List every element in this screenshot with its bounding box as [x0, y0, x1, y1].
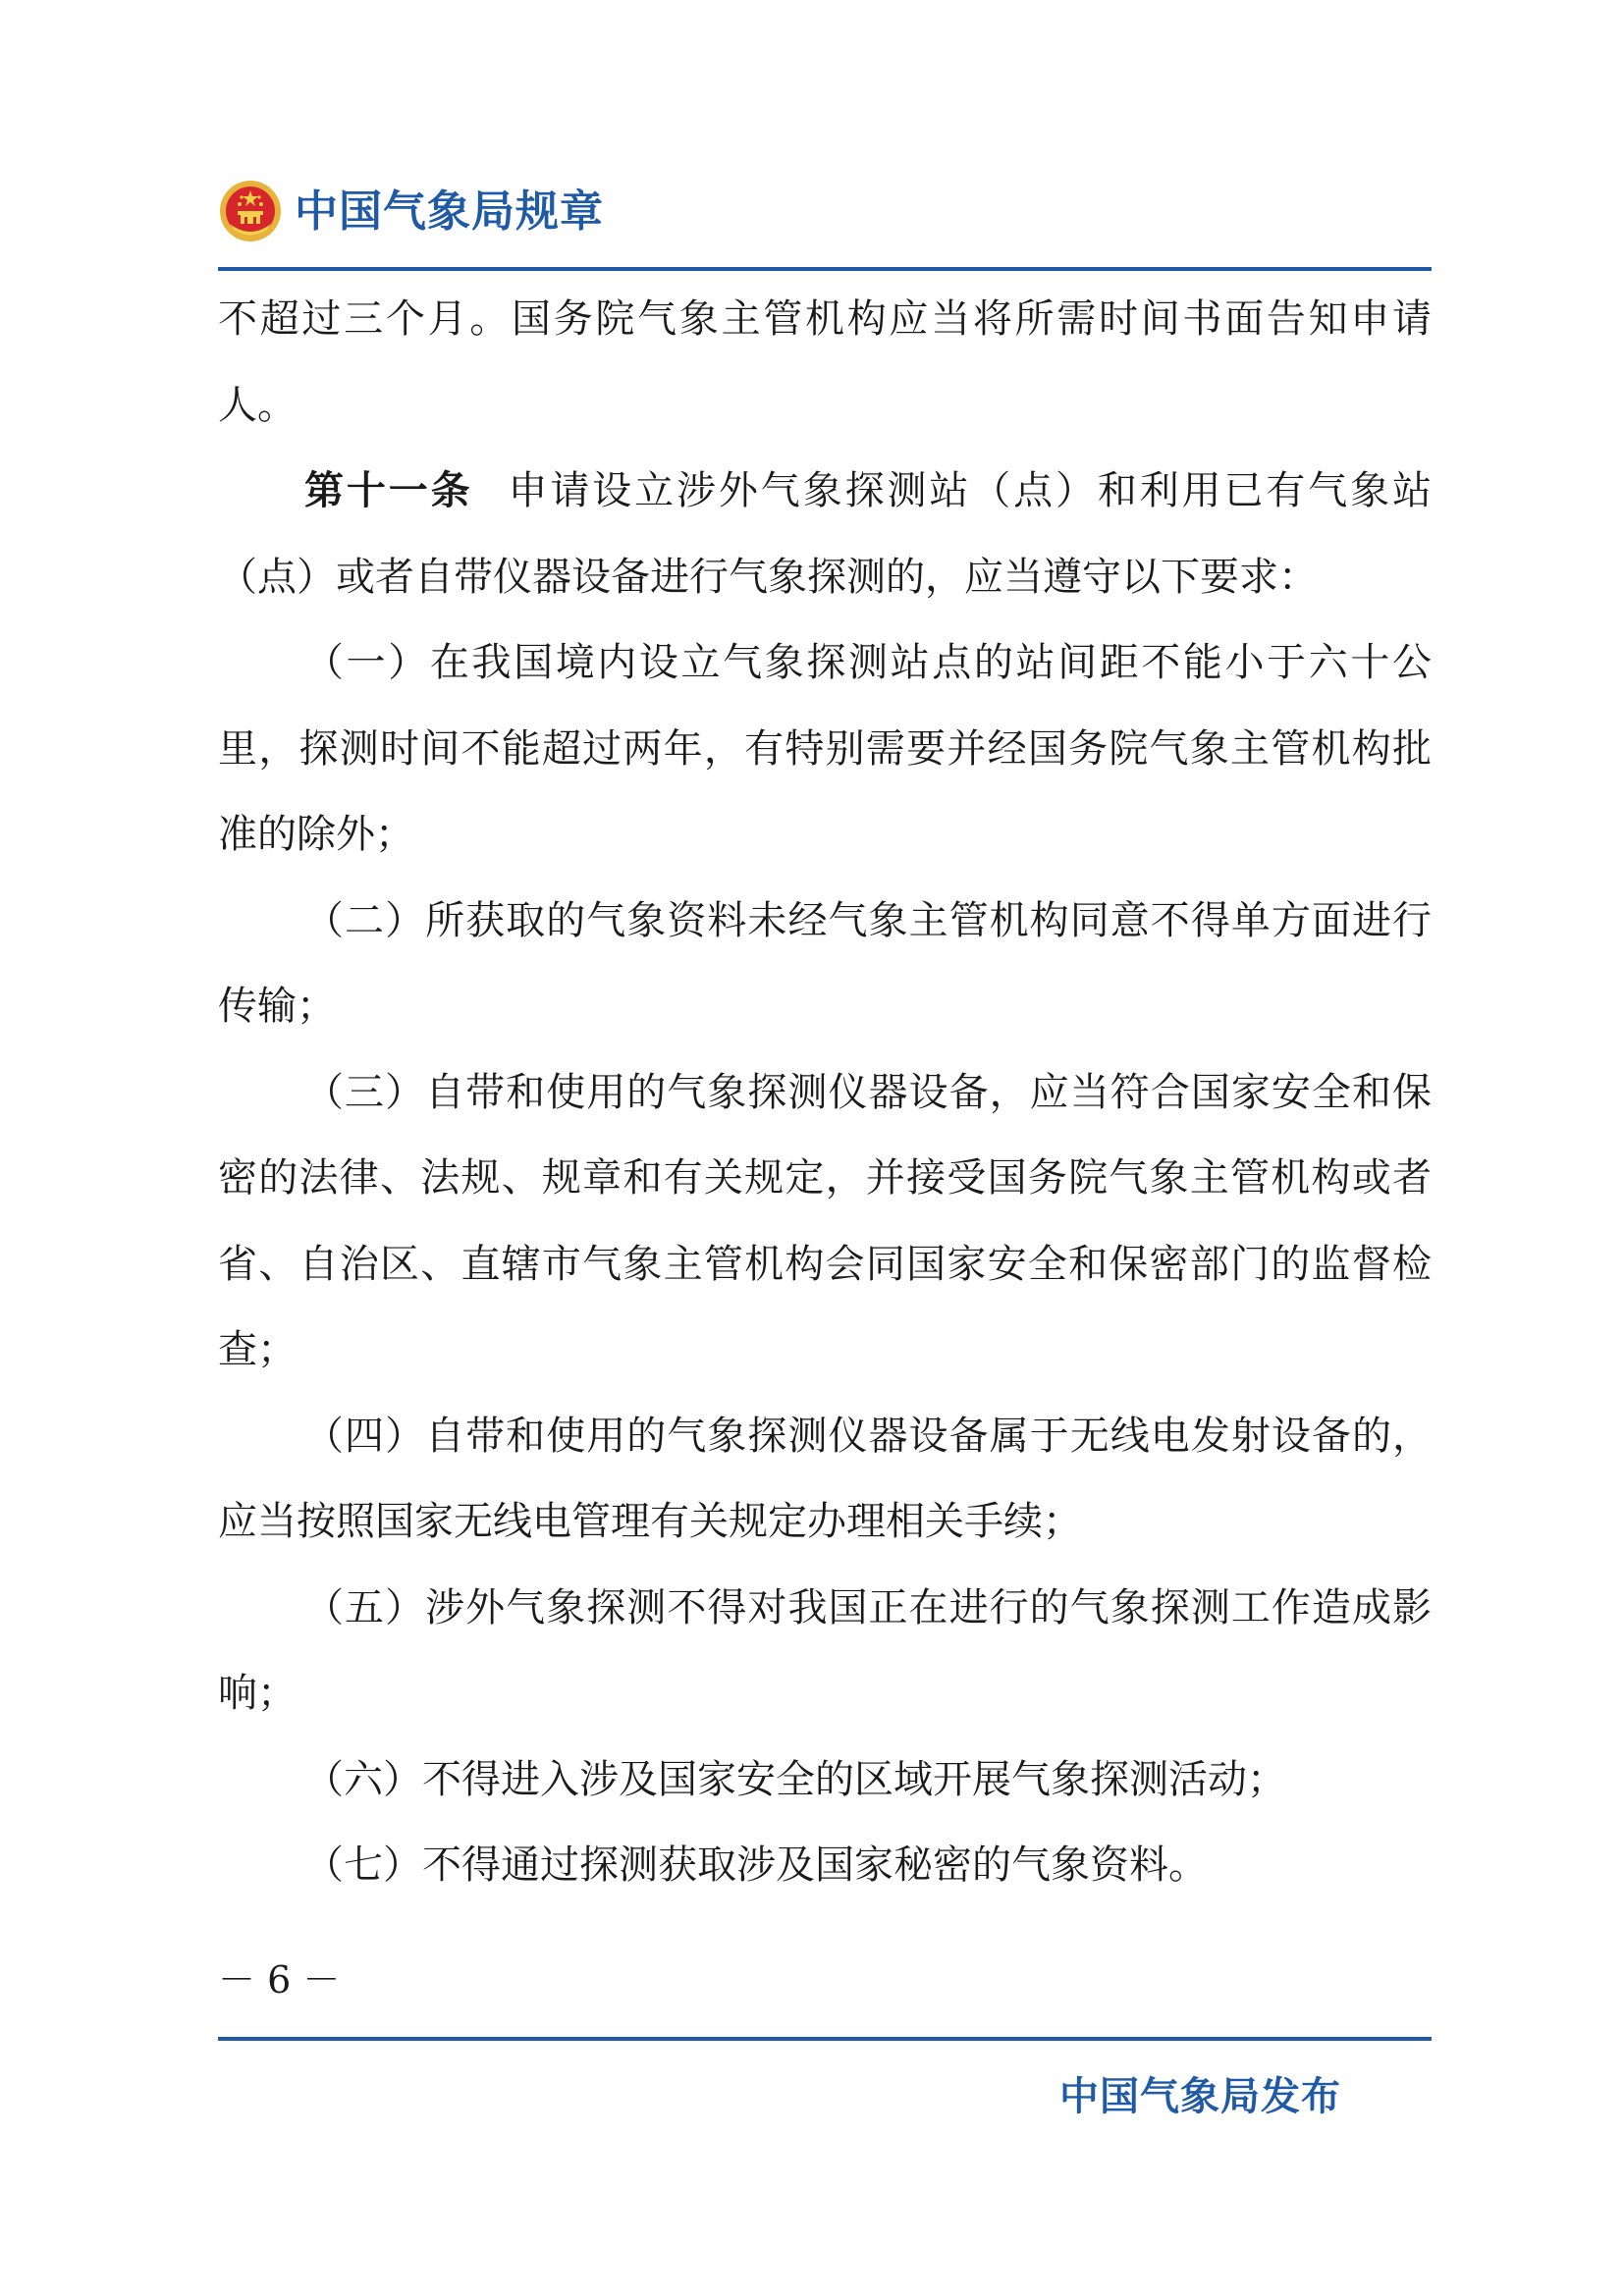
article-11-text: 申请设立涉外气象探测站（点）和利用已有气象站（点）或者自带仪器设备进行气象探测的，应当遵守以下要求：	[218, 468, 1433, 600]
header-title: 中国气象局规章	[295, 187, 604, 237]
document-body	[218, 277, 1432, 1909]
list-item: （六）不得进入涉及国家安全的区域开展气象探测活动；	[304, 1756, 1286, 1802]
article-label: 第十一条	[304, 468, 473, 513]
list-item: （一）在我国境内设立气象探测站点的站间距不能小于六十公里，探测时间不能超过两年，有特别需要并经国务院气象主管机构批准的除外；	[218, 640, 1432, 857]
national-emblem-icon	[218, 179, 283, 243]
footer-divider	[218, 2037, 1432, 2041]
list-item: （二）所获取的气象资料未经气象主管机构同意不得单方面进行传输；	[218, 897, 1432, 1029]
header-divider	[218, 267, 1432, 271]
article-11-paragraph	[218, 449, 1432, 620]
page-header	[218, 175, 1432, 253]
footer-publisher: 中国气象局发布	[1059, 2074, 1341, 2119]
list-item: （四）自带和使用的气象探测仪器设备属于无线电发射设备的，应当按照国家无线电管理有关规定办理相关手续；	[218, 1413, 1432, 1544]
list-item: （七）不得通过探测获取涉及国家秘密的气象资料。	[304, 1842, 1208, 1888]
list-item: （五）涉外气象探测不得对我国正在进行的气象探测工作造成影响；	[218, 1584, 1432, 1716]
list-item: （三）自带和使用的气象探测仪器设备，应当符合国家安全和保密的法律、法规、规章和有关规定，并接受国务院气象主管机构或者省、自治区、直辖市气象主管机构会同国家安全和保密部门的监督检查；	[218, 1069, 1432, 1372]
paragraph-continuation: 不超过三个月。国务院气象主管机构应当将所需时间书面告知申请人。	[218, 296, 1432, 428]
page-number: － 6 －	[218, 1958, 341, 2002]
